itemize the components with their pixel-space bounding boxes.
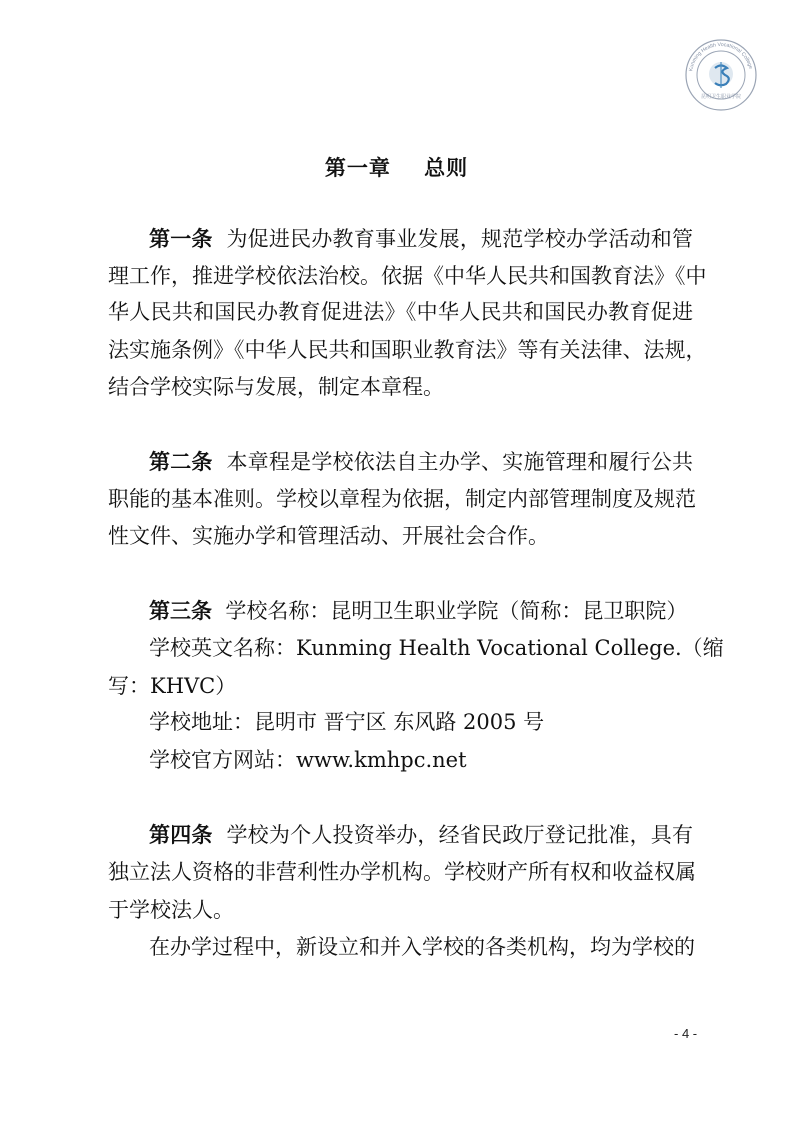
article-4-line-2: 独立法人资格的非营利性办学机构。学校财产所有权和收益权属 — [108, 860, 696, 884]
svg-text:昆明卫生职业学院: 昆明卫生职业学院 — [700, 94, 742, 100]
article-1-line-2: 理工作，推进学校依法治校。依据《中华人民共和国教育法》《中 — [108, 264, 707, 288]
article-2-line-3: 性文件、实施办学和管理活动、开展社会合作。 — [108, 524, 549, 548]
article-4-line-1: 第四条 学校为个人投资举办，经省民政厅登记批准，具有 — [149, 823, 694, 847]
article-2-label: 第二条 — [149, 450, 213, 474]
article-3-line-1: 第三条 学校名称：昆明卫生职业学院（简称：昆卫职院） — [149, 599, 688, 623]
article-3-website: 学校官方网站：www.kmhpc.net — [149, 748, 467, 772]
college-logo — [684, 38, 758, 112]
article-3-line-3: 写：KHVC） — [108, 674, 237, 698]
article-4-line-3: 于学校法人。 — [108, 898, 234, 922]
article-4-line-4: 在办学过程中，新设立和并入学校的各类机构，均为学校的 — [149, 935, 695, 959]
article-3-address: 学校地址：昆明市 晋宁区 东风路 2005 号 — [149, 710, 545, 734]
article-3-line-2: 学校英文名称：Kunming Health Vocational College.（缩 — [149, 636, 724, 660]
chapter-title: 第一章 总则 — [324, 156, 469, 180]
article-4-label: 第四条 — [149, 823, 213, 847]
article-1-label: 第一条 — [149, 227, 213, 251]
article-2-line-2: 职能的基本准则。学校以章程为依据，制定内部管理制度及规范 — [108, 487, 696, 511]
article-1-line-5: 结合学校实际与发展，制定本章程。 — [108, 375, 444, 399]
article-1-line-1: 第一条 为促进民办教育事业发展，规范学校办学活动和管 — [149, 227, 694, 251]
svg-text:Kunming Health Vocational Coll: Kunming Health Vocational College — [688, 41, 754, 72]
article-1-line-4: 法实施条例》《中华人民共和国职业教育法》等有关法律、法规， — [108, 338, 707, 362]
article-3-label: 第三条 — [149, 599, 212, 623]
article-1-line-3: 华人民共和国民办教育促进法》《中华人民共和国民办教育促进 — [108, 300, 693, 324]
article-2-line-1: 第二条 本章程是学校依法自主办学、实施管理和履行公共 — [149, 450, 694, 474]
page-number: - 4 - — [674, 1026, 698, 1041]
